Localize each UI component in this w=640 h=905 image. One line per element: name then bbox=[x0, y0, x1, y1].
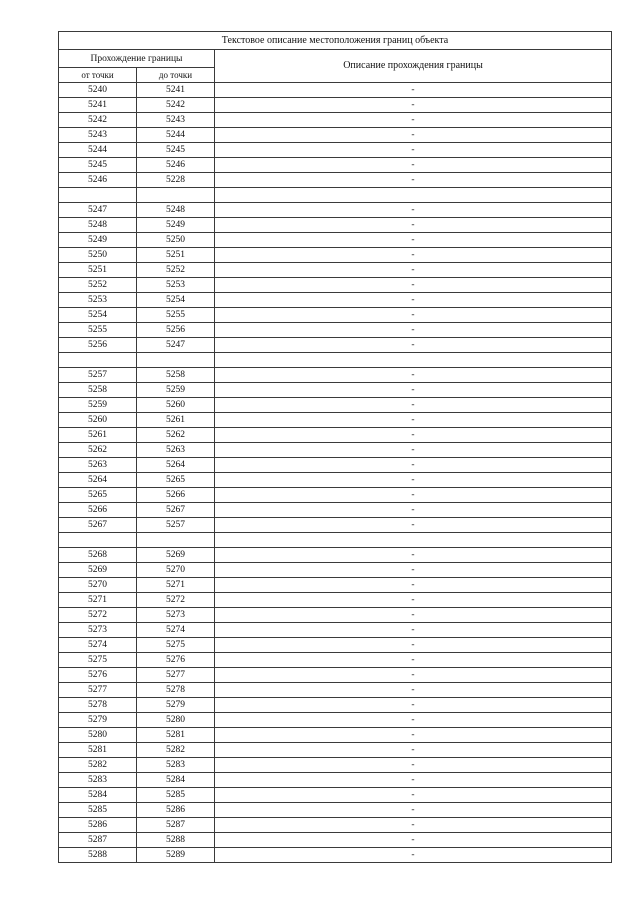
cell-description: - bbox=[215, 473, 612, 488]
table-row bbox=[59, 848, 612, 863]
table-row bbox=[59, 248, 612, 263]
cell-from-point: 5248 bbox=[59, 218, 137, 233]
cell-to-point: 5253 bbox=[137, 278, 215, 293]
cell-description: - bbox=[215, 488, 612, 503]
table-row bbox=[59, 338, 612, 353]
cell-from-point: 5242 bbox=[59, 113, 137, 128]
cell-to-point: 5262 bbox=[137, 428, 215, 443]
table-row bbox=[59, 833, 612, 848]
cell-description: - bbox=[215, 698, 612, 713]
cell-description: - bbox=[215, 833, 612, 848]
cell-description: - bbox=[215, 728, 612, 743]
table-row bbox=[59, 233, 612, 248]
cell-description: - bbox=[215, 83, 612, 98]
cell-to-point: 5284 bbox=[137, 773, 215, 788]
cell-from-point bbox=[59, 353, 137, 368]
header-from-point: от точки bbox=[59, 68, 137, 83]
cell-from-point: 5284 bbox=[59, 788, 137, 803]
cell-to-point: 5280 bbox=[137, 713, 215, 728]
cell-description: - bbox=[215, 458, 612, 473]
cell-to-point: 5255 bbox=[137, 308, 215, 323]
cell-from-point: 5267 bbox=[59, 518, 137, 533]
cell-from-point bbox=[59, 188, 137, 203]
table-title: Текстовое описание местоположения границ объекта bbox=[59, 32, 612, 50]
cell-from-point: 5272 bbox=[59, 608, 137, 623]
cell-description: - bbox=[215, 608, 612, 623]
cell-from-point: 5244 bbox=[59, 143, 137, 158]
cell-to-point: 5289 bbox=[137, 848, 215, 863]
cell-to-point: 5288 bbox=[137, 833, 215, 848]
cell-from-point: 5285 bbox=[59, 803, 137, 818]
cell-to-point: 5281 bbox=[137, 728, 215, 743]
cell-to-point: 5247 bbox=[137, 338, 215, 353]
cell-to-point: 5243 bbox=[137, 113, 215, 128]
cell-description: - bbox=[215, 113, 612, 128]
cell-to-point: 5245 bbox=[137, 143, 215, 158]
cell-description: - bbox=[215, 278, 612, 293]
cell-from-point: 5256 bbox=[59, 338, 137, 353]
table-row bbox=[59, 743, 612, 758]
cell-to-point: 5246 bbox=[137, 158, 215, 173]
cell-description: - bbox=[215, 638, 612, 653]
cell-to-point: 5256 bbox=[137, 323, 215, 338]
cell-from-point: 5243 bbox=[59, 128, 137, 143]
cell-description: - bbox=[215, 623, 612, 638]
cell-description: - bbox=[215, 578, 612, 593]
table-row bbox=[59, 653, 612, 668]
cell-to-point bbox=[137, 533, 215, 548]
cell-description: - bbox=[215, 218, 612, 233]
cell-from-point: 5279 bbox=[59, 713, 137, 728]
cell-description: - bbox=[215, 653, 612, 668]
cell-from-point: 5255 bbox=[59, 323, 137, 338]
cell-description: - bbox=[215, 758, 612, 773]
cell-from-point: 5253 bbox=[59, 293, 137, 308]
cell-from-point: 5258 bbox=[59, 383, 137, 398]
cell-from-point: 5268 bbox=[59, 548, 137, 563]
cell-description: - bbox=[215, 293, 612, 308]
table-row bbox=[59, 683, 612, 698]
cell-to-point: 5241 bbox=[137, 83, 215, 98]
cell-from-point: 5288 bbox=[59, 848, 137, 863]
cell-description: - bbox=[215, 248, 612, 263]
cell-description: - bbox=[215, 143, 612, 158]
table-row bbox=[59, 518, 612, 533]
cell-to-point: 5249 bbox=[137, 218, 215, 233]
cell-description: - bbox=[215, 233, 612, 248]
cell-description: - bbox=[215, 338, 612, 353]
cell-from-point: 5270 bbox=[59, 578, 137, 593]
cell-to-point: 5259 bbox=[137, 383, 215, 398]
cell-description bbox=[215, 353, 612, 368]
table-row bbox=[59, 293, 612, 308]
cell-to-point: 5242 bbox=[137, 98, 215, 113]
boundary-description-table bbox=[58, 31, 612, 863]
cell-from-point: 5280 bbox=[59, 728, 137, 743]
table-row bbox=[59, 473, 612, 488]
cell-from-point: 5273 bbox=[59, 623, 137, 638]
table-row bbox=[59, 803, 612, 818]
table-row bbox=[59, 728, 612, 743]
table-row bbox=[59, 758, 612, 773]
cell-from-point: 5261 bbox=[59, 428, 137, 443]
cell-to-point: 5287 bbox=[137, 818, 215, 833]
cell-from-point: 5277 bbox=[59, 683, 137, 698]
cell-from-point: 5257 bbox=[59, 368, 137, 383]
table-row bbox=[59, 368, 612, 383]
table-row bbox=[59, 323, 612, 338]
cell-to-point bbox=[137, 188, 215, 203]
cell-description: - bbox=[215, 743, 612, 758]
cell-to-point: 5275 bbox=[137, 638, 215, 653]
cell-description bbox=[215, 188, 612, 203]
table-separator-row bbox=[59, 188, 612, 203]
table-header-row bbox=[59, 50, 612, 68]
table-row bbox=[59, 503, 612, 518]
cell-description: - bbox=[215, 593, 612, 608]
cell-to-point: 5228 bbox=[137, 173, 215, 188]
cell-from-point: 5259 bbox=[59, 398, 137, 413]
table-separator-row bbox=[59, 533, 612, 548]
cell-description: - bbox=[215, 98, 612, 113]
table-row bbox=[59, 98, 612, 113]
cell-description: - bbox=[215, 818, 612, 833]
cell-from-point: 5271 bbox=[59, 593, 137, 608]
cell-from-point: 5265 bbox=[59, 488, 137, 503]
cell-to-point: 5279 bbox=[137, 698, 215, 713]
header-description: Описание прохождения границы bbox=[215, 50, 612, 83]
cell-from-point: 5276 bbox=[59, 668, 137, 683]
table-separator-row bbox=[59, 353, 612, 368]
table-row bbox=[59, 428, 612, 443]
cell-description: - bbox=[215, 443, 612, 458]
table-row bbox=[59, 623, 612, 638]
cell-to-point: 5276 bbox=[137, 653, 215, 668]
table-row bbox=[59, 773, 612, 788]
cell-to-point: 5265 bbox=[137, 473, 215, 488]
cell-to-point: 5286 bbox=[137, 803, 215, 818]
cell-to-point: 5267 bbox=[137, 503, 215, 518]
cell-to-point: 5248 bbox=[137, 203, 215, 218]
cell-from-point: 5260 bbox=[59, 413, 137, 428]
cell-to-point: 5266 bbox=[137, 488, 215, 503]
header-to-point: до точки bbox=[137, 68, 215, 83]
cell-to-point: 5278 bbox=[137, 683, 215, 698]
table-body bbox=[59, 32, 612, 863]
cell-description: - bbox=[215, 263, 612, 278]
cell-from-point: 5282 bbox=[59, 758, 137, 773]
cell-from-point: 5274 bbox=[59, 638, 137, 653]
cell-from-point: 5252 bbox=[59, 278, 137, 293]
cell-to-point: 5251 bbox=[137, 248, 215, 263]
cell-from-point: 5262 bbox=[59, 443, 137, 458]
cell-to-point: 5254 bbox=[137, 293, 215, 308]
cell-from-point: 5275 bbox=[59, 653, 137, 668]
table-row bbox=[59, 443, 612, 458]
cell-to-point: 5285 bbox=[137, 788, 215, 803]
cell-description: - bbox=[215, 773, 612, 788]
cell-from-point: 5287 bbox=[59, 833, 137, 848]
table-row bbox=[59, 173, 612, 188]
table-row bbox=[59, 83, 612, 98]
table-row bbox=[59, 218, 612, 233]
cell-description bbox=[215, 533, 612, 548]
cell-to-point: 5264 bbox=[137, 458, 215, 473]
cell-to-point: 5277 bbox=[137, 668, 215, 683]
table-row bbox=[59, 278, 612, 293]
table-row bbox=[59, 668, 612, 683]
cell-from-point: 5283 bbox=[59, 773, 137, 788]
cell-to-point: 5258 bbox=[137, 368, 215, 383]
table-row bbox=[59, 113, 612, 128]
cell-description: - bbox=[215, 323, 612, 338]
cell-to-point: 5252 bbox=[137, 263, 215, 278]
cell-from-point: 5266 bbox=[59, 503, 137, 518]
cell-description: - bbox=[215, 668, 612, 683]
table-row bbox=[59, 158, 612, 173]
cell-from-point: 5249 bbox=[59, 233, 137, 248]
table-row bbox=[59, 413, 612, 428]
cell-from-point: 5241 bbox=[59, 98, 137, 113]
cell-to-point: 5283 bbox=[137, 758, 215, 773]
cell-from-point: 5278 bbox=[59, 698, 137, 713]
cell-to-point: 5271 bbox=[137, 578, 215, 593]
table-row bbox=[59, 488, 612, 503]
cell-description: - bbox=[215, 683, 612, 698]
cell-to-point: 5274 bbox=[137, 623, 215, 638]
table-row bbox=[59, 578, 612, 593]
cell-from-point: 5245 bbox=[59, 158, 137, 173]
cell-from-point: 5281 bbox=[59, 743, 137, 758]
table-row bbox=[59, 458, 612, 473]
cell-description: - bbox=[215, 368, 612, 383]
table-row bbox=[59, 563, 612, 578]
cell-to-point: 5261 bbox=[137, 413, 215, 428]
cell-description: - bbox=[215, 803, 612, 818]
cell-description: - bbox=[215, 713, 612, 728]
cell-to-point: 5269 bbox=[137, 548, 215, 563]
table-row bbox=[59, 383, 612, 398]
cell-from-point bbox=[59, 533, 137, 548]
cell-description: - bbox=[215, 503, 612, 518]
cell-description: - bbox=[215, 788, 612, 803]
cell-from-point: 5269 bbox=[59, 563, 137, 578]
table-row bbox=[59, 818, 612, 833]
cell-from-point: 5246 bbox=[59, 173, 137, 188]
table-row bbox=[59, 788, 612, 803]
cell-description: - bbox=[215, 518, 612, 533]
cell-to-point: 5273 bbox=[137, 608, 215, 623]
cell-from-point: 5251 bbox=[59, 263, 137, 278]
cell-to-point bbox=[137, 353, 215, 368]
cell-description: - bbox=[215, 848, 612, 863]
cell-from-point: 5263 bbox=[59, 458, 137, 473]
table-row bbox=[59, 593, 612, 608]
cell-description: - bbox=[215, 173, 612, 188]
cell-to-point: 5282 bbox=[137, 743, 215, 758]
table-row bbox=[59, 308, 612, 323]
header-boundary-passage: Прохождение границы bbox=[59, 50, 215, 68]
cell-description: - bbox=[215, 158, 612, 173]
cell-to-point: 5257 bbox=[137, 518, 215, 533]
table-row bbox=[59, 143, 612, 158]
cell-to-point: 5263 bbox=[137, 443, 215, 458]
cell-to-point: 5272 bbox=[137, 593, 215, 608]
cell-from-point: 5247 bbox=[59, 203, 137, 218]
cell-from-point: 5250 bbox=[59, 248, 137, 263]
cell-from-point: 5264 bbox=[59, 473, 137, 488]
cell-to-point: 5250 bbox=[137, 233, 215, 248]
cell-from-point: 5254 bbox=[59, 308, 137, 323]
table-row bbox=[59, 128, 612, 143]
table-row bbox=[59, 698, 612, 713]
table-row bbox=[59, 398, 612, 413]
table-title-row bbox=[59, 32, 612, 50]
cell-description: - bbox=[215, 428, 612, 443]
cell-description: - bbox=[215, 128, 612, 143]
cell-description: - bbox=[215, 203, 612, 218]
cell-description: - bbox=[215, 548, 612, 563]
cell-description: - bbox=[215, 563, 612, 578]
cell-description: - bbox=[215, 308, 612, 323]
table-row bbox=[59, 263, 612, 278]
cell-to-point: 5260 bbox=[137, 398, 215, 413]
table-row bbox=[59, 713, 612, 728]
cell-from-point: 5286 bbox=[59, 818, 137, 833]
cell-description: - bbox=[215, 398, 612, 413]
cell-description: - bbox=[215, 383, 612, 398]
table-row bbox=[59, 608, 612, 623]
cell-to-point: 5270 bbox=[137, 563, 215, 578]
cell-from-point: 5240 bbox=[59, 83, 137, 98]
table-row bbox=[59, 203, 612, 218]
table-row bbox=[59, 548, 612, 563]
cell-to-point: 5244 bbox=[137, 128, 215, 143]
table-row bbox=[59, 638, 612, 653]
cell-description: - bbox=[215, 413, 612, 428]
